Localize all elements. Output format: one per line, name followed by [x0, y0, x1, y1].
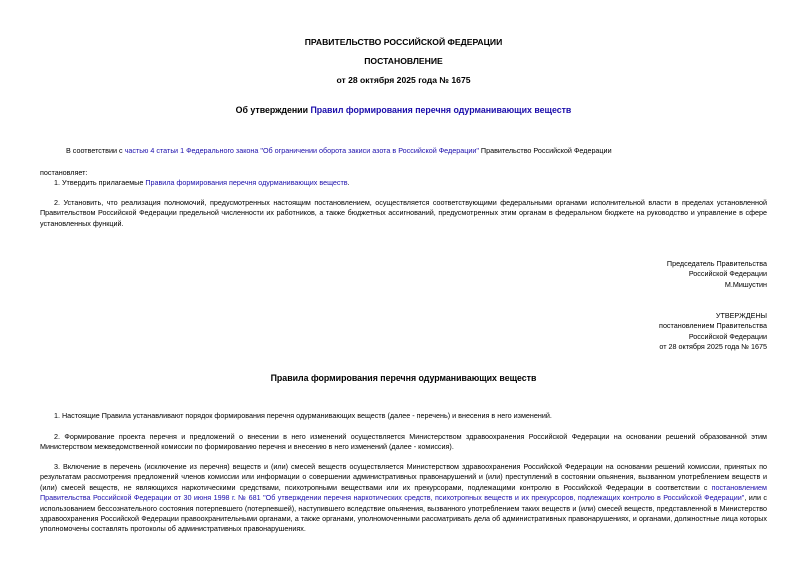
preamble-suffix: Правительство Российской Федерации: [478, 146, 612, 155]
item-1-suffix: .: [347, 178, 350, 187]
rule-3-part-1: 3. Включение в перечень (исключение из перечня) веществ и (или) смесей веществ осуществляется Министерством здравоохранения Российской Федерации на основании решений комиссии, принятых по результатам рассмотрения предложений членов комиссии или информации о совершении административных правонарушений и (или) преступлений в состоянии опьянения, вызванном употреблением веществ и (или) смесей веществ, не являющихся наркотическими средствами, психотропными веществами или их прекурсорами, подлежащими контролю в Российской Федерации в соответствии с: [40, 462, 767, 492]
preamble: [66, 146, 766, 156]
item-2: 2. Установить, что реализация полномочий, предусмотренных настоящим постановлением, осуществляется соответствующими федеральными органами исполнительной власти в пределах установленной Правительством Российской Федерации предельной численности их работников, а также бюджетных ассигнований, предусмотренных этим органам в федеральном бюджете на руководство и управление в сфере установленных функций.: [40, 198, 767, 228]
item-1: [54, 178, 774, 188]
title-prefix: Об утверждении: [235, 105, 311, 115]
government-heading: ПРАВИТЕЛЬСТВО РОССИЙСКОЙ ФЕДЕРАЦИИ: [304, 37, 503, 47]
approval-line-1: УТВЕРЖДЕНЫ: [715, 311, 767, 320]
rule-1: 1. Настоящие Правила устанавливают порядок формирования перечня одурманивающих веществ (далее - перечень) и внесения в него изменений.: [54, 411, 552, 420]
preamble-law-link[interactable]: частью 4 статьи 1 Федерального закона "Об ограничении оборота закиси азота в Российской Федерации": [124, 146, 479, 155]
rule-2: 2. Формирование проекта перечня и предложений о внесении в него изменений осуществляется Министерством здравоохранения Российской Федерации на основании решений образованной этим Министерством межведомственной комиссии по формированию перечня и внесению в него изменений (далее - комиссия).: [40, 432, 767, 452]
item-1-prefix: 1. Утвердить прилагаемые: [54, 178, 146, 187]
approval-line-2: постановлением Правительства: [659, 321, 767, 331]
item-1-rules-link[interactable]: Правила формирования перечня одурманивающих веществ: [145, 178, 348, 187]
document-title: [0, 105, 807, 115]
approval-line-4: от 28 октября 2025 года № 1675: [659, 342, 767, 352]
approval-line-3: Российской Федерации: [688, 331, 767, 341]
signature-line-1: Председатель Правительства: [666, 259, 767, 268]
rule-3: [40, 462, 767, 535]
rule-3-part-2: , или с использованием бессознательного состояния потерпевшего (потерпевшей), наступившего вследствие опьянения, вызванного употреблением таких веществ и (или) смесей веществ, представленной в Министерство здравоохранения Российской Федерации правоохранительными органами, а также органами, уполномоченными рассматривать дела об административных правонарушениях, и органами, должностные лица которых уполномочены составлять протоколы об административных правонарушениях.: [40, 493, 767, 534]
resolves-word: постановляет:: [40, 168, 88, 177]
date-number: от 28 октября 2025 года № 1675: [336, 75, 471, 85]
signature-name: М.Мишустин: [724, 279, 767, 289]
title-link[interactable]: Правил формирования перечня одурманивающих веществ: [310, 105, 572, 115]
preamble-prefix: В соответствии с: [66, 146, 125, 155]
signature-block: [527, 259, 767, 290]
rule-3-decree-link[interactable]: постановлением Правительства Российской Федерации от 30 июня 1998 г. № 681 "Об утверждении перечня наркотических средств, психотропных веществ и их прекурсоров, подлежащих контролю в Российской Федерации": [40, 482, 767, 503]
rules-title: Правила формирования перечня одурманивающих веществ: [270, 373, 537, 383]
approval-stamp: [527, 311, 767, 353]
doc-type-heading: ПОСТАНОВЛЕНИЕ: [364, 56, 443, 66]
signature-line-2: Российской Федерации: [688, 269, 767, 279]
